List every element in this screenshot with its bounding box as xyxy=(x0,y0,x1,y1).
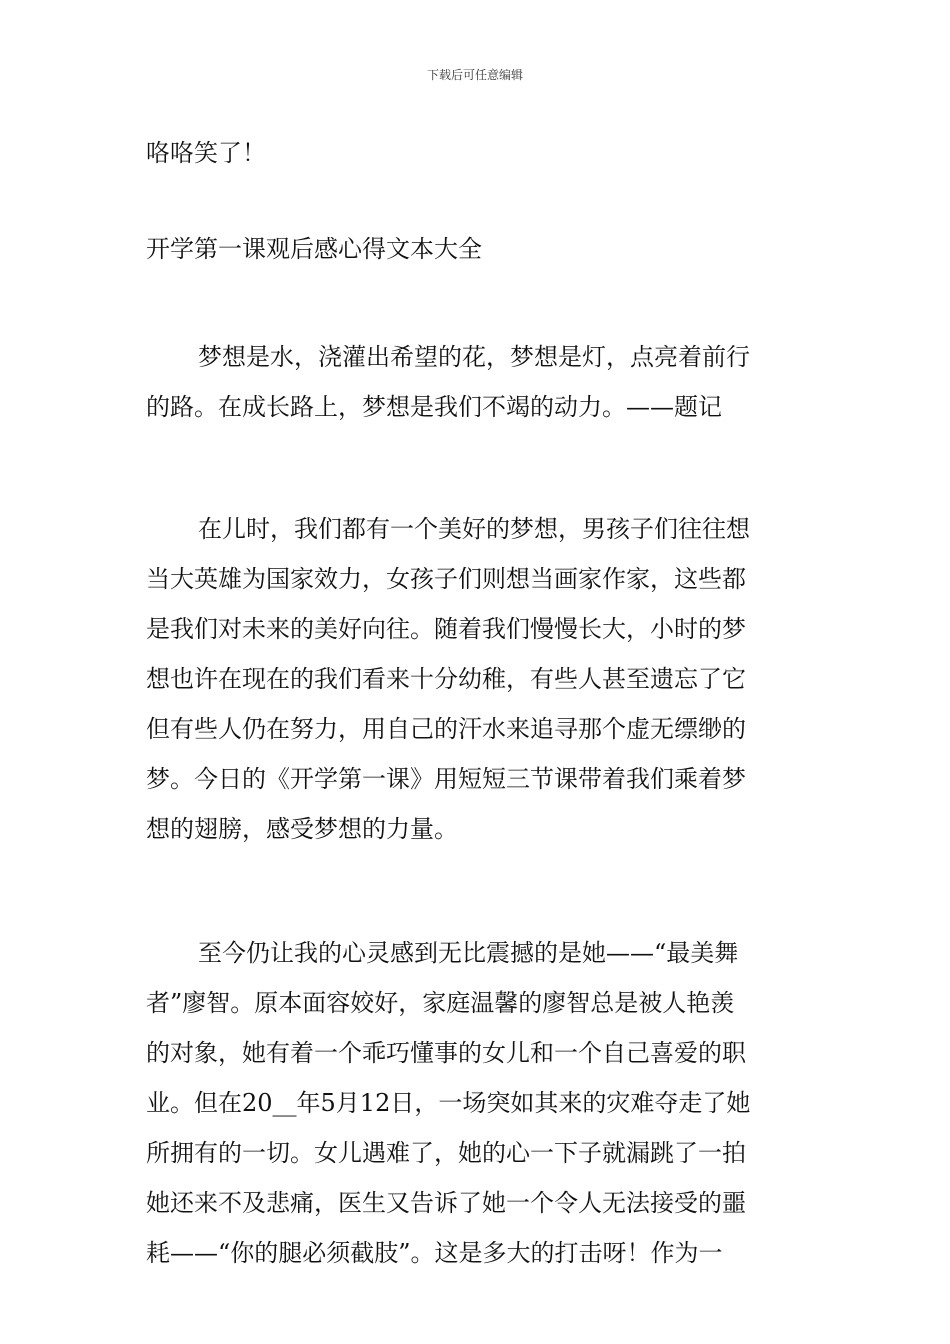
paragraph-line: 耗——“你的腿必须截肢”。这是多大的打击呀！作为一 xyxy=(146,1239,723,1267)
paragraph-line: 在儿时，我们都有一个美好的梦想，男孩子们往往想 xyxy=(198,515,750,543)
paragraph-1 xyxy=(146,332,808,432)
paragraph-line: 但有些人仍在努力，用自己的汗水来追寻那个虚无缥缈的 xyxy=(146,715,746,743)
opening-line: 咯咯笑了！ xyxy=(146,139,266,167)
paragraph-line: 梦想是水，浇灌出希望的花，梦想是灯，点亮着前行 xyxy=(198,343,750,371)
paragraph-line: 至今仍让我的心灵感到无比震撼的是她——“最美舞 xyxy=(198,939,739,967)
paragraph-line: 她还来不及悲痛，医生又告诉了她一个令人无法接受的噩 xyxy=(146,1189,746,1217)
paragraph-line: 的对象，她有着一个乖巧懂事的女儿和一个自己喜爱的职 xyxy=(146,1039,746,1067)
document-title: 开学第一课观后感心得文本大全 xyxy=(146,235,482,263)
paragraph-line: 所拥有的一切。女儿遇难了，她的心一下子就漏跳了一拍 xyxy=(146,1139,746,1167)
document-body xyxy=(146,128,808,1278)
paragraph-2 xyxy=(146,504,808,854)
paragraph-line: 的路。在成长路上，梦想是我们不竭的动力。——题记 xyxy=(146,393,722,421)
paragraph-3 xyxy=(146,928,808,1278)
paragraph-line: 是我们对未来的美好向往。随着我们慢慢长大，小时的梦 xyxy=(146,615,746,643)
paragraph-line: 梦。今日的《开学第一课》用短短三节课带着我们乘着梦 xyxy=(146,765,746,793)
page-header: 下载后可任意编辑 xyxy=(426,68,523,82)
paragraph-line: 想的翅膀，感受梦想的力量。 xyxy=(146,815,458,843)
paragraph-line: 者”廖智。原本面容姣好，家庭温馨的廖智总是被人艳羡 xyxy=(146,989,735,1017)
paragraph-line: 业。但在20__年5月12日，一场突如其来的灾难夺走了她 xyxy=(146,1089,751,1117)
paragraph-line: 当大英雄为国家效力，女孩子们则想当画家作家，这些都 xyxy=(146,565,746,593)
paragraph-line: 想也许在现在的我们看来十分幼稚，有些人甚至遗忘了它 xyxy=(146,665,746,693)
